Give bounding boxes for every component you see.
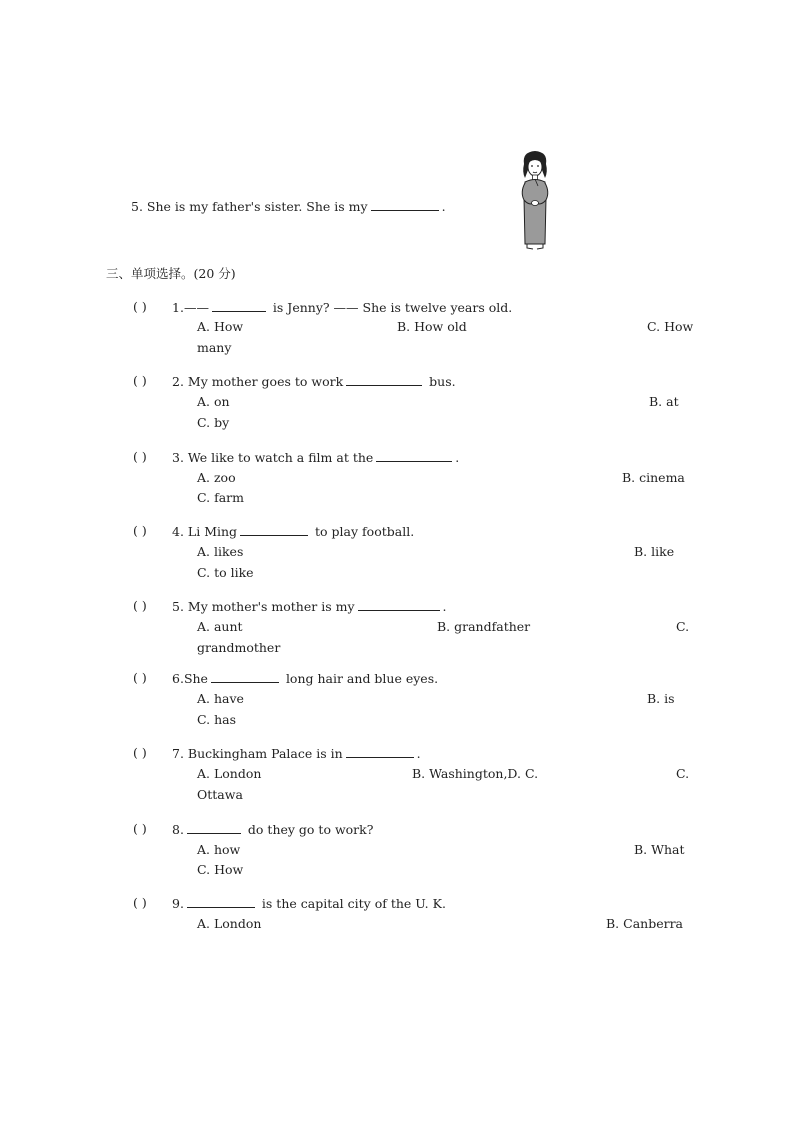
option-a[interactable]: A. how — [197, 842, 241, 857]
answer-blank[interactable] — [240, 523, 308, 536]
option-b[interactable]: B. like — [634, 544, 675, 559]
option-c[interactable]: C. How — [647, 319, 694, 334]
question-text: 5. My mother's mother is my . — [172, 599, 447, 614]
option-b[interactable]: B. grandfather — [437, 619, 531, 634]
option-c[interactable]: C. farm — [197, 490, 244, 505]
answer-blank[interactable] — [187, 895, 255, 908]
answer-blank[interactable] — [346, 373, 422, 386]
option-a[interactable]: A. zoo — [197, 470, 236, 485]
answer-blank[interactable] — [212, 299, 266, 312]
answer-blank[interactable] — [358, 598, 440, 611]
option-c[interactable]: C. — [676, 619, 690, 634]
option-b[interactable]: B. Washington,D. C. — [412, 766, 539, 781]
option-c[interactable]: C. to like — [197, 565, 254, 580]
option-b[interactable]: B. is — [647, 691, 675, 706]
option-c-continued: Ottawa — [197, 787, 243, 802]
answer-blank[interactable] — [376, 449, 452, 462]
option-b[interactable]: B. Canberra — [606, 916, 684, 931]
option-c[interactable]: C. by — [197, 415, 230, 430]
question-text: 3. We like to watch a film at the . — [172, 450, 460, 465]
question-text: 4. Li Ming to play football. — [172, 524, 415, 539]
option-a[interactable]: A. likes — [197, 544, 244, 559]
section-title: 三、单项选择。(20 分) — [106, 266, 236, 281]
option-a[interactable]: A. on — [197, 394, 230, 409]
option-a[interactable]: A. London — [197, 916, 262, 931]
question-text: 1.—— is Jenny? —— She is twelve years old. — [172, 300, 513, 315]
option-a[interactable]: A. have — [197, 691, 244, 706]
option-c[interactable]: C. — [676, 766, 690, 781]
question-text: 8. do they go to work? — [172, 822, 374, 837]
option-a[interactable]: A. London — [197, 766, 262, 781]
option-b[interactable]: B. cinema — [622, 470, 685, 485]
question-text: 2. My mother goes to work bus. — [172, 374, 456, 389]
answer-blank[interactable] — [371, 198, 439, 211]
answer-blank[interactable] — [211, 670, 279, 683]
intro-question-5: 5. She is my father's sister. She is my . — [131, 199, 446, 214]
option-c-continued: grandmother — [197, 640, 281, 655]
answer-blank[interactable] — [187, 821, 241, 834]
question-text: 6.She long hair and blue eyes. — [172, 671, 439, 686]
question-text: 9. is the capital city of the U. K. — [172, 896, 446, 911]
q5-text: 5. She is my father's sister. She is my — [131, 199, 368, 214]
answer-blank[interactable] — [346, 745, 414, 758]
question-text: 7. Buckingham Palace is in . — [172, 746, 421, 761]
option-b[interactable]: B. How old — [397, 319, 467, 334]
option-c-continued: many — [197, 340, 232, 355]
option-c[interactable]: C. has — [197, 712, 236, 727]
option-a[interactable]: A. How — [197, 319, 244, 334]
option-a[interactable]: A. aunt — [197, 619, 243, 634]
option-b[interactable]: B. at — [649, 394, 679, 409]
option-b[interactable]: B. What — [634, 842, 685, 857]
woman-illustration — [512, 148, 558, 252]
option-c[interactable]: C. How — [197, 862, 244, 877]
